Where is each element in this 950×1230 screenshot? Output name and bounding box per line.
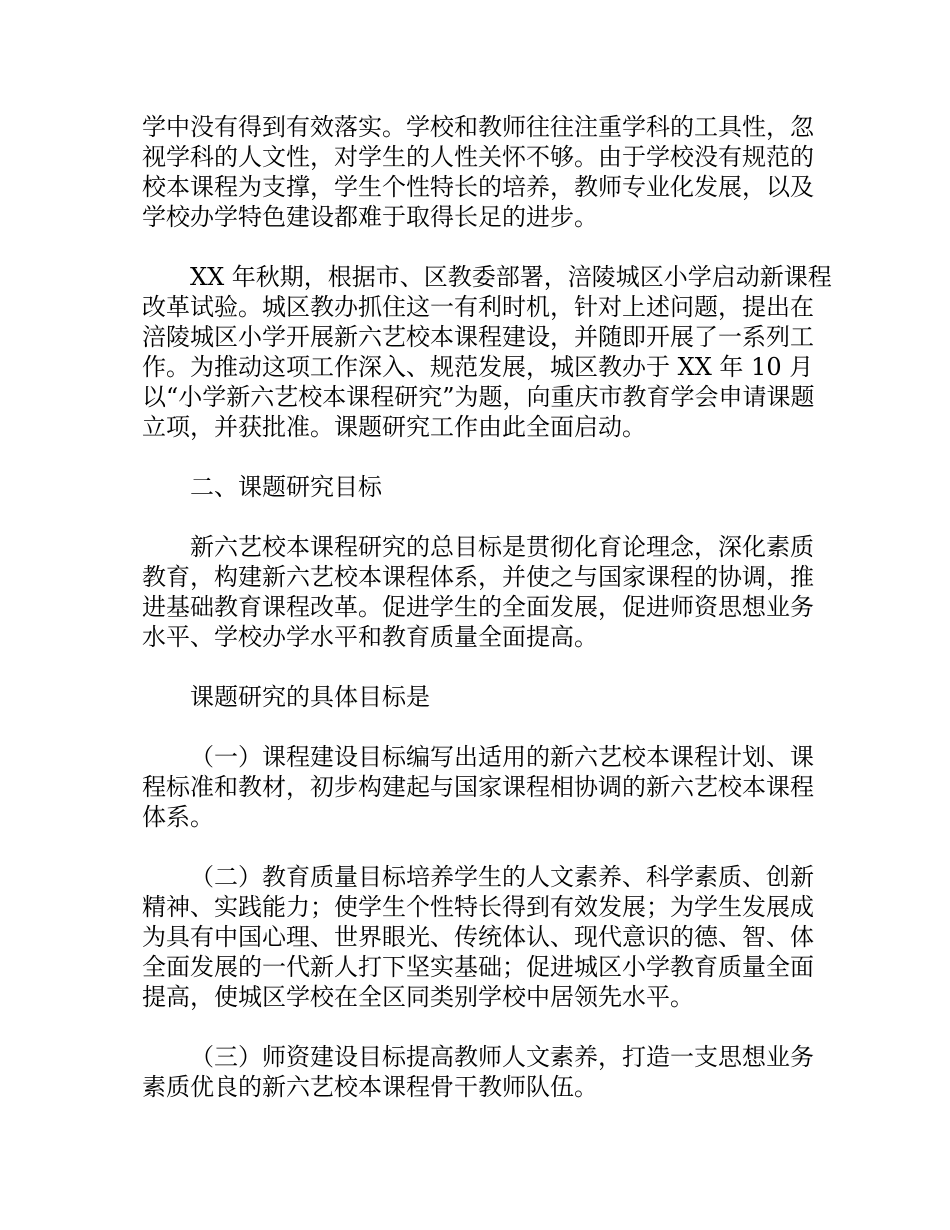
paragraph-goal-curriculum: （一）课程建设目标编写出适用的新六艺校本课程计划、课程标准和教材，初步构建起与国家课程相协调的新六艺校本课程体系。 xyxy=(142,743,814,831)
paragraph-goal-teacher-development: （三）师资建设目标提高教师人文素养，打造一支思想业务素质优良的新六艺校本课程骨干教师队伍。 xyxy=(142,1043,814,1101)
section-heading-research-goals: 二、课题研究目标 xyxy=(190,473,382,501)
paragraph-specific-goals-intro: 课题研究的具体目标是 xyxy=(190,683,430,711)
paragraph-background: XX 年秋期，根据市、区教委部署，涪陵城区小学启动新课程改革试验。城区教办抓住这一有利时机，针对上述问题，提出在涪陵城区小学开展新六艺校本课程建设，并随即开展了一系列工作。为推动这项工作深入、规范发展，城区教办于 XX 年 10 月以“小学新六艺校本课程研究”为题，向重庆市教育学会申请课题立项，并获批准。课题研究工作由此全面启动。 xyxy=(142,263,832,441)
document-body xyxy=(142,112,832,1132)
paragraph-goal-education-quality: （二）教育质量目标培养学生的人文素养、科学素质、创新精神、实践能力；使学生个性特长得到有效发展；为学生发展成为具有中国心理、世界眼光、传统体认、现代意识的德、智、体全面发展的一代新人打下坚实基础；促进城区小学教育质量全面提高，使城区学校在全区同类别学校中居领先水平。 xyxy=(142,863,814,1011)
paragraph-continuation: 学中没有得到有效落实。学校和教师往往注重学科的工具性，忽视学科的人文性，对学生的人性关怀不够。由于学校没有规范的校本课程为支撑，学生个性特长的培养，教师专业化发展，以及学校办学特色建设都难于取得长足的进步。 xyxy=(142,113,814,231)
paragraph-overall-goal: 新六艺校本课程研究的总目标是贯彻化育论理念，深化素质教育，构建新六艺校本课程体系，并使之与国家课程的协调，推进基础教育课程改革。促进学生的全面发展，促进师资思想业务水平、学校办学水平和教育质量全面提高。 xyxy=(142,533,814,651)
